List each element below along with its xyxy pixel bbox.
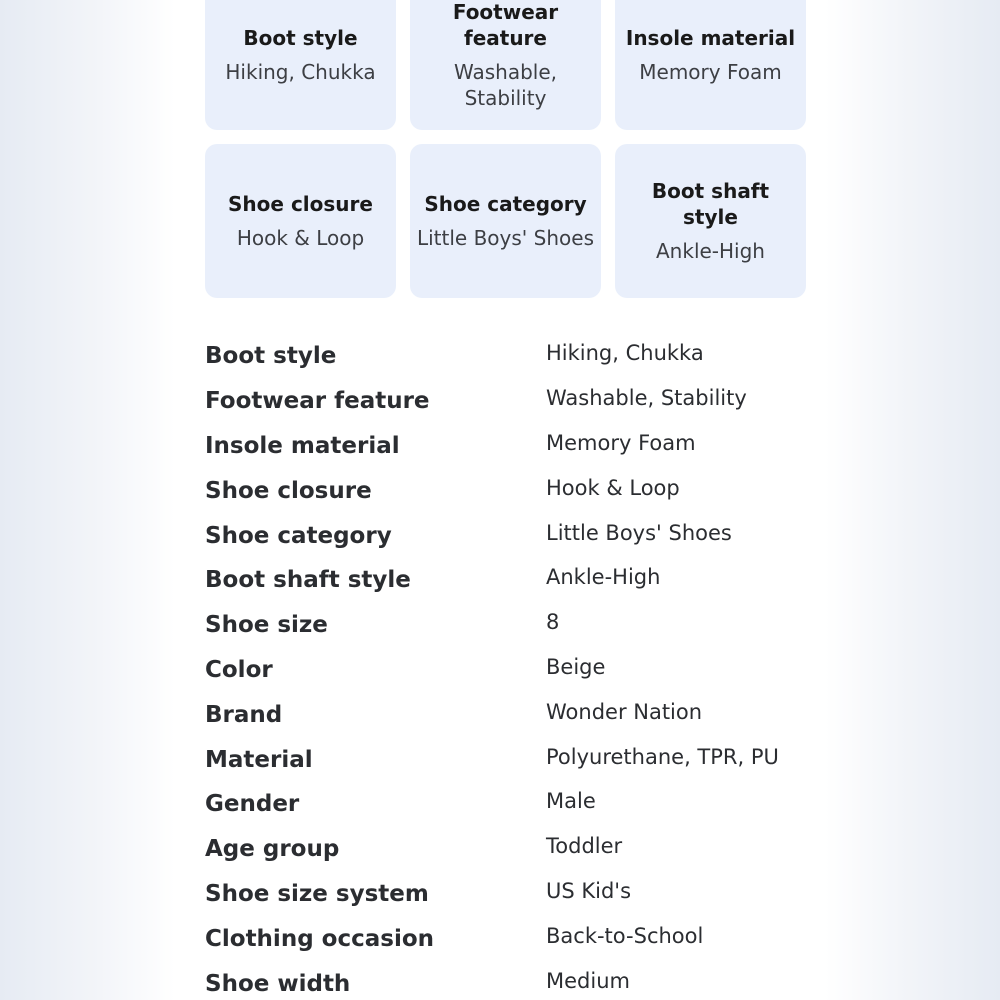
spec-key: Material	[205, 746, 313, 773]
spec-value: Male	[546, 789, 596, 814]
spec-key: Age group	[205, 836, 340, 863]
feature-card-label: Footwear feature	[452, 0, 559, 50]
spec-key: Boot style	[205, 343, 337, 370]
feature-card-shoe-category	[410, 144, 601, 298]
spec-value: Hiking, Chukka	[546, 341, 704, 366]
spec-key: Shoe width	[205, 970, 351, 997]
feature-card-label: Shoe category	[424, 192, 587, 216]
spec-key: Brand	[205, 701, 283, 728]
spec-value: Beige	[546, 654, 606, 679]
product-specs-panel	[178, 0, 822, 1000]
spec-key: Shoe category	[205, 522, 392, 549]
spec-value: Wonder Nation	[546, 699, 703, 724]
spec-key: Shoe closure	[205, 477, 372, 504]
spec-value: US Kid's	[546, 878, 632, 903]
spec-value: 8	[546, 610, 560, 635]
spec-row	[205, 422, 805, 467]
feature-card-label: Boot shaft style	[651, 179, 770, 229]
feature-card-insole-material	[615, 0, 806, 130]
spec-key: Boot shaft style	[205, 567, 411, 594]
feature-card-label: Insole material	[625, 26, 796, 50]
spec-row	[205, 914, 805, 959]
spec-value: Back-to-School	[546, 923, 704, 948]
spec-row	[205, 332, 805, 377]
feature-card-value: Ankle-High	[656, 239, 765, 263]
feature-card-value: Washable, Stability	[453, 60, 558, 110]
spec-value: Hook & Loop	[546, 475, 680, 500]
spec-value: Polyurethane, TPR, PU	[546, 744, 779, 769]
spec-value: Toddler	[546, 834, 623, 859]
spec-value: Medium	[546, 968, 630, 993]
feature-card-value: Memory Foam	[639, 60, 782, 84]
spec-row	[205, 511, 805, 556]
feature-card-value: Hiking, Chukka	[225, 60, 376, 84]
spec-key: Shoe size system	[205, 880, 429, 907]
feature-card-value: Hook & Loop	[236, 226, 365, 250]
spec-row	[205, 780, 805, 825]
feature-card-label: Boot style	[243, 26, 358, 50]
spec-row	[205, 959, 805, 1000]
spec-key: Footwear feature	[205, 388, 430, 415]
spec-value: Washable, Stability	[546, 386, 747, 411]
feature-card-value: Little Boys' Shoes	[416, 226, 594, 250]
spec-key: Gender	[205, 791, 300, 818]
spec-row	[205, 690, 805, 735]
spec-row	[205, 556, 805, 601]
spec-row	[205, 735, 805, 780]
spec-value: Ankle-High	[546, 565, 661, 590]
specifications-table	[205, 332, 805, 1000]
spec-row	[205, 646, 805, 691]
spec-row	[205, 377, 805, 422]
feature-card-boot-style	[205, 0, 396, 130]
spec-row	[205, 870, 805, 915]
feature-card-boot-shaft-style	[615, 144, 806, 298]
spec-key: Color	[205, 656, 273, 683]
spec-row	[205, 466, 805, 511]
spec-row	[205, 601, 805, 646]
spec-row	[205, 825, 805, 870]
spec-key: Insole material	[205, 432, 400, 459]
spec-value: Little Boys' Shoes	[546, 520, 732, 545]
feature-card-shoe-closure	[205, 144, 396, 298]
spec-key: Clothing occasion	[205, 925, 435, 952]
spec-value: Memory Foam	[546, 430, 696, 455]
feature-card-label: Shoe closure	[228, 192, 373, 216]
feature-card-footwear-feature	[410, 0, 601, 130]
spec-key: Shoe size	[205, 612, 328, 639]
